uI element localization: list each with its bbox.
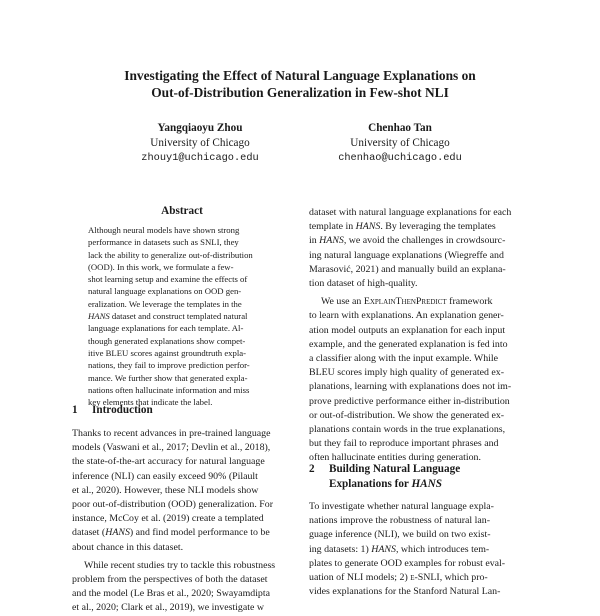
right-paragraph-2 — [309, 295, 530, 465]
text-line: ing natural language explanations (Wiegreffe and — [309, 249, 504, 261]
abstract-line: mance. We further show that generated expla- — [88, 372, 248, 383]
text-line: Thanks to recent advances in pre-trained language — [72, 428, 271, 439]
right-paragraph-1 — [309, 206, 530, 291]
abstract-body — [88, 224, 278, 408]
text-line: often hallucinate entities during generation. — [309, 452, 481, 464]
right-column — [309, 206, 530, 466]
section-title: Introduction — [92, 404, 153, 416]
text-line: dataset (HANS) and find model performance to be — [72, 527, 270, 539]
text-line: planations contain words in the true explanations, — [309, 424, 506, 436]
text-line: Marasović, 2021) and manually build an explana- — [309, 263, 506, 275]
abstract-line: nations, they fail to improve prediction perfor- — [88, 360, 250, 371]
abstract-line: key elements that indicate the label. — [88, 397, 213, 408]
text-line: prove predictive performance either in-distribution — [309, 395, 510, 407]
section-2-paragraph-1 — [309, 500, 530, 599]
text-line: dataset with natural language explanations for each — [309, 207, 512, 218]
paper-title — [60, 67, 540, 101]
author-block-2 — [320, 121, 480, 166]
text-line: to learn with explanations. An explanation gener- — [309, 310, 504, 322]
section-1-heading — [72, 403, 153, 418]
text-line: BLEU scores imply high quality of generated ex- — [309, 367, 504, 379]
text-line: poor out-of-distribution (OOD) generalization. For — [72, 499, 274, 511]
section-number: 1 — [72, 404, 78, 416]
text-line: nations improve the robustness of natural lan- — [309, 515, 490, 527]
abstract-line: language explanations for each template. Al- — [88, 323, 244, 334]
text-line: instance, McCoy et al. (2019) create a templated — [72, 513, 264, 525]
text-line: plates to generate OOD examples for robust eval- — [309, 557, 506, 569]
text-line: but they fail to reproduce important phrases and — [309, 438, 499, 450]
text-line: While recent studies try to tackle this robustness — [84, 559, 276, 571]
text-line: guage inference (NLI), we build on two exist- — [309, 529, 491, 541]
text-line: the state-of-the-art accuracy for natural language — [72, 456, 265, 468]
text-line: and the model (Le Bras et al., 2020; Swayamdipta — [72, 588, 270, 600]
text-line: problem from the perspectives of both the dataset — [72, 574, 268, 586]
text-line: ing datasets: 1) HANS, which introduces tem- — [309, 543, 490, 555]
abstract-line: Although neural models have shown strong — [88, 225, 240, 235]
abstract-line: HANS dataset and construct templated natural — [88, 311, 248, 322]
author-affiliation: University of Chicago — [350, 137, 450, 149]
author-name: Yangqiaoyu Zhou — [157, 122, 243, 134]
author-affiliation: University of Chicago — [150, 137, 250, 149]
abstract-line: itive BLEU scores against groundtruth expla- — [88, 347, 247, 358]
text-line: vides explanations for the Stanford Natural Lan- — [309, 586, 501, 598]
abstract-heading: Abstract — [161, 205, 203, 217]
author-email: chenhao@uchicago.edu — [338, 152, 462, 164]
section-title-line-2: Explanations for HANS — [329, 478, 442, 490]
text-line: a classifier along with the input example. While — [309, 353, 499, 365]
text-line: about chance in this dataset. — [72, 541, 184, 553]
section-2-heading — [309, 462, 460, 492]
intro-paragraph-1 — [72, 427, 292, 555]
author-name: Chenhao Tan — [368, 122, 432, 134]
abstract-line: performance in datasets such as SNLI, they — [88, 237, 239, 248]
abstract-line: lack the ability to generalize out-of-distribution — [88, 249, 253, 260]
section-title-line-1: Building Natural Language — [329, 463, 461, 475]
intro-column — [72, 427, 292, 616]
text-line: uation of NLI models; 2) e-SNLI, which pro- — [309, 572, 488, 584]
section-2-body — [309, 500, 530, 599]
section-number: 2 — [309, 463, 315, 475]
abstract-line: though generated explanations show compet- — [88, 335, 246, 346]
text-line: ation model outputs an explanation for each input — [309, 324, 506, 336]
text-line: template in HANS. By leveraging the templates — [309, 221, 496, 233]
abstract-line: (OOD). In this work, we formulate a few- — [88, 261, 234, 272]
text-line: models (Vaswani et al., 2017; Devlin et al., 2018), — [72, 442, 271, 454]
abstract-line: eralization. We leverage the templates in the — [88, 298, 242, 309]
text-line: in HANS, we avoid the challenges in crowdsourc- — [309, 235, 506, 247]
text-line: inference (NLI) can easily exceed 90% (Pilault — [72, 470, 258, 482]
text-line: et al., 2020). However, these NLI models show — [72, 484, 259, 496]
author-email: zhouy1@uchicago.edu — [141, 152, 259, 164]
title-line-2: Out-of-Distribution Generalization in Few-shot NLI — [151, 85, 449, 100]
author-block-1 — [120, 121, 280, 166]
title-line-1: Investigating the Effect of Natural Language Explanations on — [124, 68, 476, 83]
text-line: example, and the generated explanation is fed into — [309, 338, 508, 350]
abstract-line: nations often hallucinate information and miss — [88, 384, 250, 395]
text-line: tion dataset of high-quality. — [309, 278, 418, 290]
intro-paragraph-2 — [72, 559, 292, 616]
text-line: planations, learning with explanations does not im- — [309, 381, 512, 393]
abstract-line: natural language explanations on OOD gen- — [88, 286, 242, 297]
text-line: We use an ExplainThenPredict framework — [321, 296, 493, 308]
text-line: To investigate whether natural language expla- — [309, 501, 494, 512]
abstract-line: shot learning setup and examine the effects of — [88, 274, 248, 285]
text-line: or out-of-distribution. We show the generated ex- — [309, 409, 505, 421]
text-line: et al., 2020; Clark et al., 2019), we investigate w — [72, 602, 264, 614]
